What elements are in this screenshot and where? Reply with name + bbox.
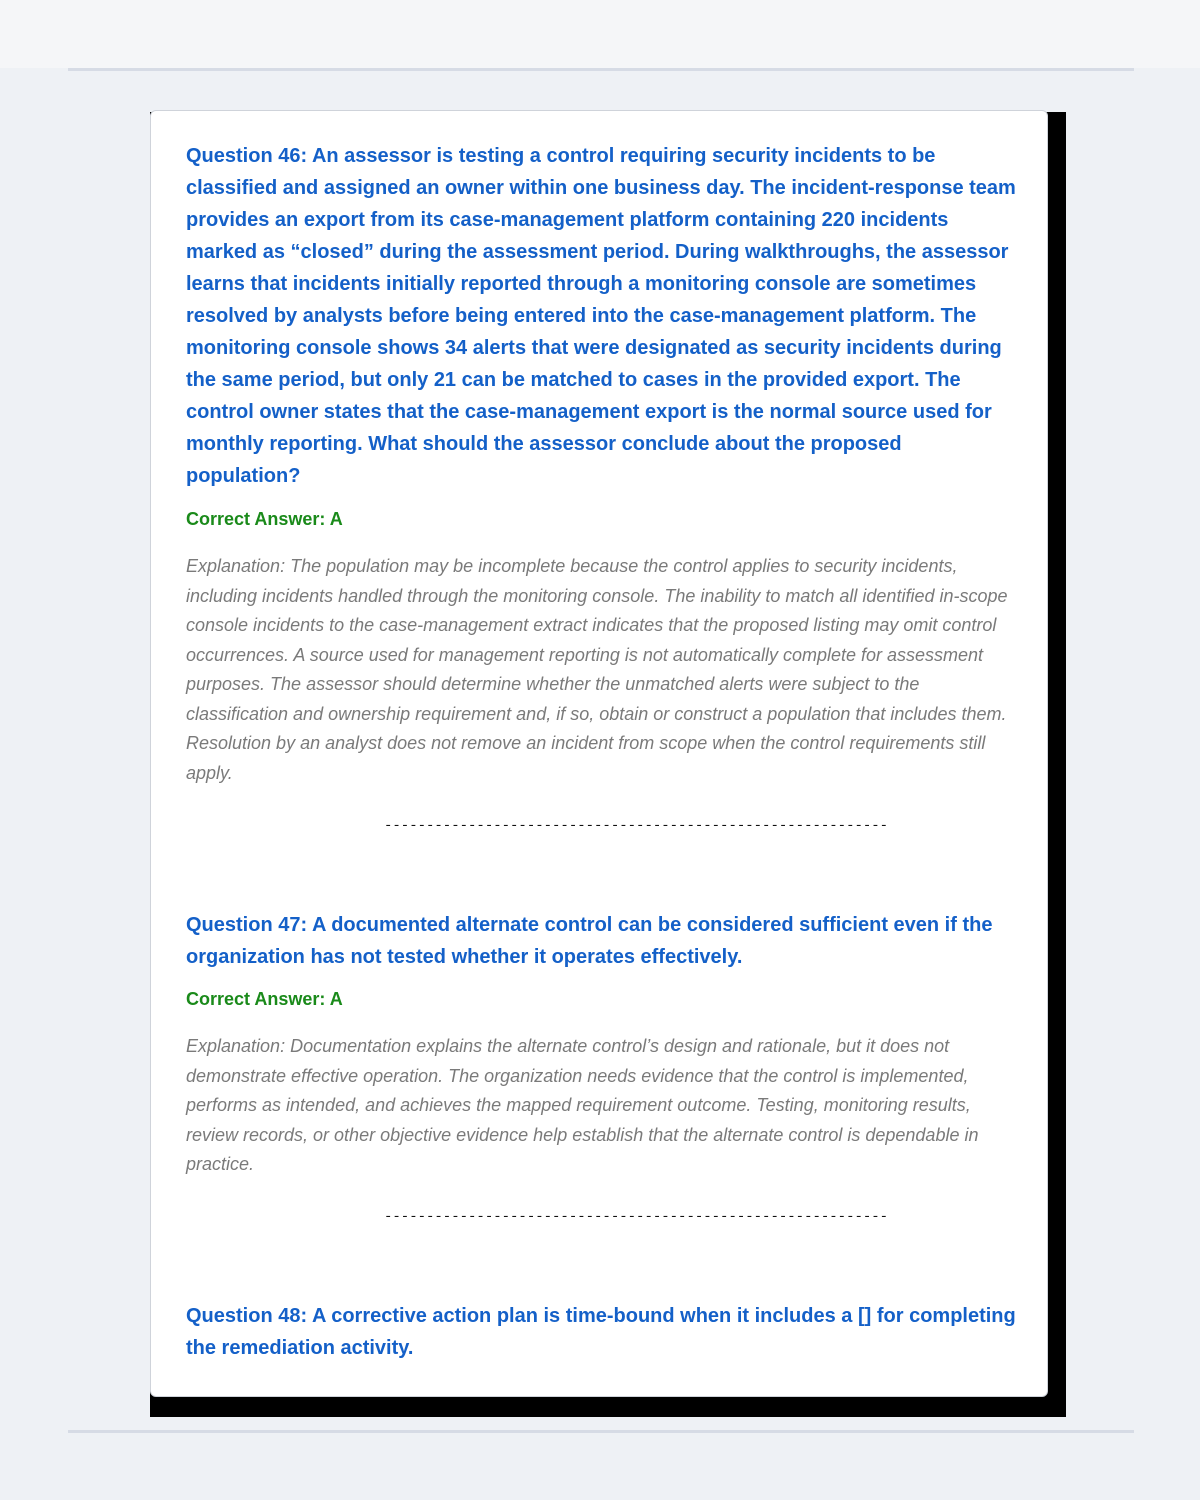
explanation-46: Explanation: The population may be incomplete because the control applies to security incidents, including incidents handled through the monitoring console. The inability to match all identified in-scope console incidents to the case-management extract indicates that the proposed listing may omit control occurrences. A source used for management reporting is not automatically complete for assessment purposes. The assessor should determine whether the unmatched alerts were subject to the classification and ownership requirement and, if so, obtain or construct a population that includes them. Resolution by an analyst does not remove an incident from scope when the control requirements still apply. (186, 556, 1008, 783)
top-bar (0, 0, 1200, 68)
question-48: Question 48: A corrective action plan is time-bound when it includes a [] for completing the remediation activity. (186, 1305, 1016, 1359)
question-47: Question 47: A documented alternate control can be considered sufficient even if the organization has not tested whether it operates effectively. (186, 914, 993, 968)
top-divider (68, 68, 1134, 71)
correct-answer-47: Correct Answer: A (186, 989, 343, 1009)
separator-2: ------------------------------------------------------------ (384, 1209, 889, 1225)
bottom-divider (68, 1430, 1134, 1433)
question-46: Question 46: An assessor is testing a control requiring security incidents to be classified and assigned an owner within one business day. The incident-response team provides an export from its case-management platform containing 220 incidents marked as “closed” during the assessment period. During walkthroughs, the assessor learns that incidents initially reported through a monitoring console are sometimes resolved by analysts before being entered into the case-management platform. The monitoring console shows 34 alerts that were designated as security incidents during the same period, but only 21 can be matched to cases in the provided export. The control owner states that the case-management export is the normal source used for monthly reporting. What should the assessor conclude about the proposed population? (186, 145, 1016, 487)
correct-answer-46: Correct Answer: A (186, 509, 343, 529)
explanation-47: Explanation: Documentation explains the alternate control’s design and rationale, but it does not demonstrate effective operation. The organization needs evidence that the control is implemented, performs as intended, and achieves the mapped requirement outcome. Testing, monitoring results, review records, or other objective evidence help establish that the alternate control is dependable in practice. (186, 1036, 979, 1174)
separator-1: ------------------------------------------------------------ (384, 818, 889, 834)
